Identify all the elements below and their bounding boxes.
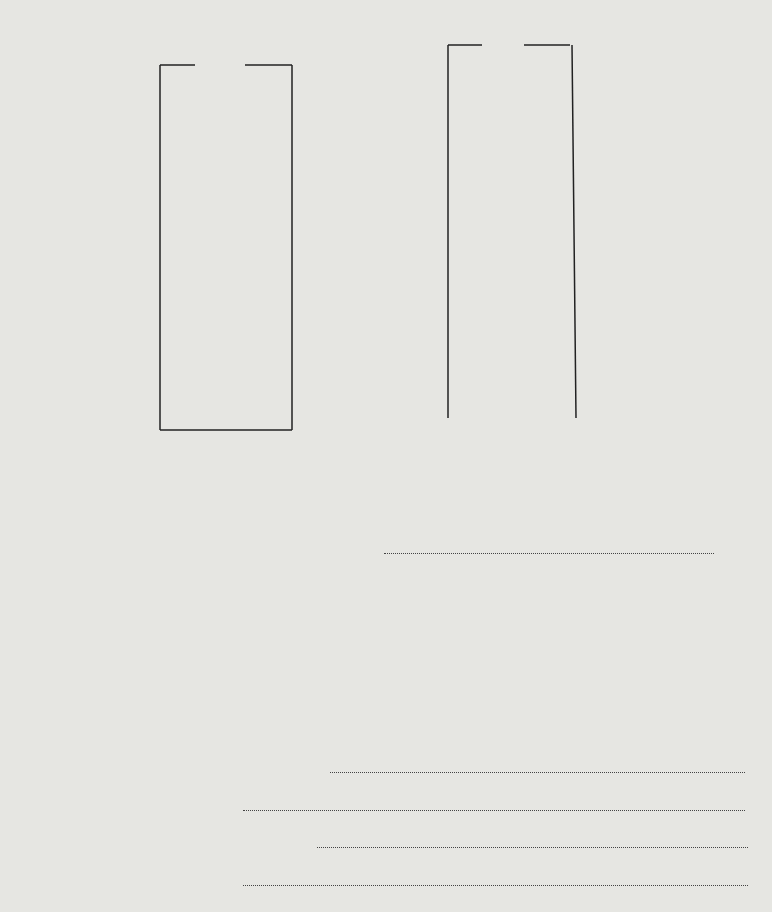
circuit-a-diagram xyxy=(160,65,292,430)
part-b-answer-line-2[interactable] xyxy=(243,810,745,811)
part-b-statement-line xyxy=(90,649,96,664)
part-b-answer-line-3[interactable] xyxy=(317,847,748,848)
part-b-answer-line-4[interactable] xyxy=(243,885,748,886)
part-a-question xyxy=(49,493,61,508)
part-a-answer-line[interactable] xyxy=(384,553,714,554)
circuit-b-diagram xyxy=(448,45,576,418)
part-b-answer-line-1[interactable] xyxy=(330,772,745,773)
